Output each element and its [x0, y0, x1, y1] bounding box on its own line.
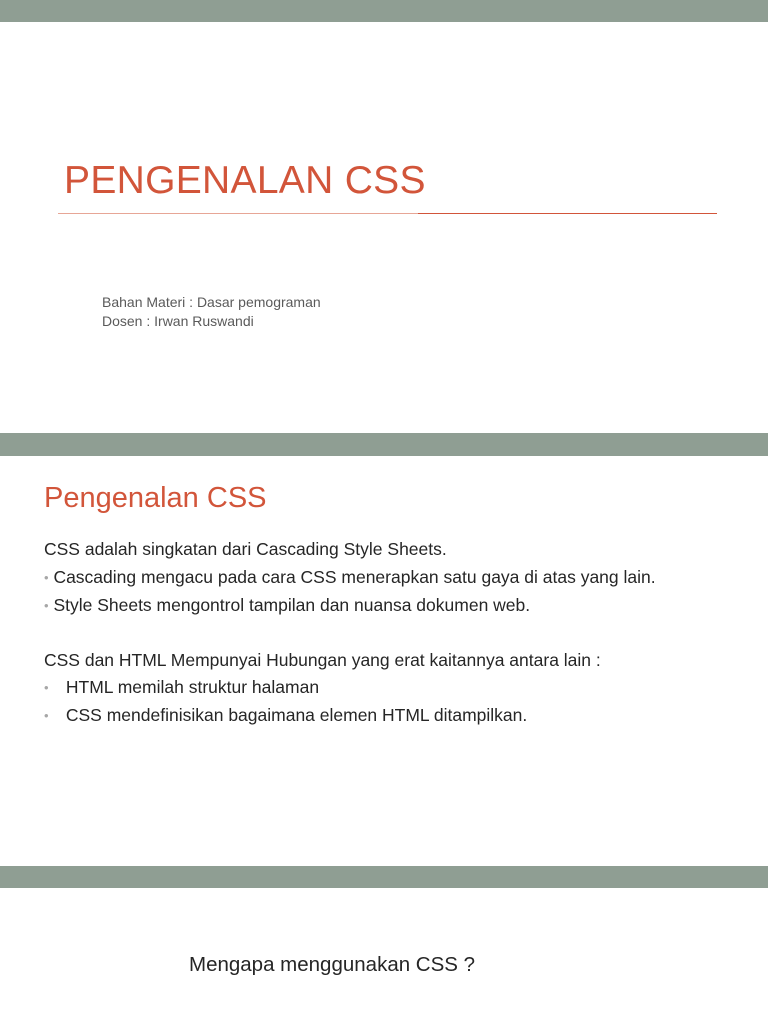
slide-title: PENGENALAN CSS: [64, 159, 426, 202]
relation-intro-text: [44, 648, 601, 672]
slide-separator-band: [0, 433, 768, 456]
list-item-text: Style Sheets mengontrol tampilan dan nuansa dokumen web.: [53, 595, 531, 615]
slide-separator-band: [0, 0, 768, 22]
intro-text: [44, 537, 447, 561]
content-slide: [0, 456, 768, 866]
list-item: [44, 593, 530, 618]
list-item: [44, 703, 527, 728]
list-item: [44, 675, 319, 700]
list-item: [44, 565, 656, 590]
list-item-text: HTML memilah struktur halaman: [65, 677, 320, 697]
subtitle-course: Bahan Materi : Dasar pemograman: [102, 294, 321, 310]
slide-separator-band: [0, 866, 768, 888]
bullet-icon: •: [44, 570, 49, 585]
question-slide: [0, 888, 768, 1024]
title-slide: [0, 22, 768, 433]
title-underline-accent: [418, 213, 717, 214]
intro-text-content: CSS adalah singkatan dari Cascading Style Sheets.: [44, 539, 447, 559]
bullet-icon: •: [44, 598, 49, 613]
subtitle-lecturer: Dosen : Irwan Ruswandi: [102, 313, 254, 329]
list-item-text: Cascading mengacu pada cara CSS menerapkan satu gaya di atas yang lain.: [53, 567, 656, 587]
question-text: Mengapa menggunakan CSS ?: [189, 953, 476, 976]
section-title: Pengenalan CSS: [44, 482, 267, 514]
list-item-text: CSS mendefinisikan bagaimana elemen HTML ditampilkan.: [65, 705, 528, 725]
bullet-icon: •: [44, 708, 49, 723]
relation-intro-content: CSS dan HTML Mempunyai Hubungan yang erat kaitannya antara lain :: [44, 650, 601, 670]
bullet-icon: •: [44, 680, 49, 695]
